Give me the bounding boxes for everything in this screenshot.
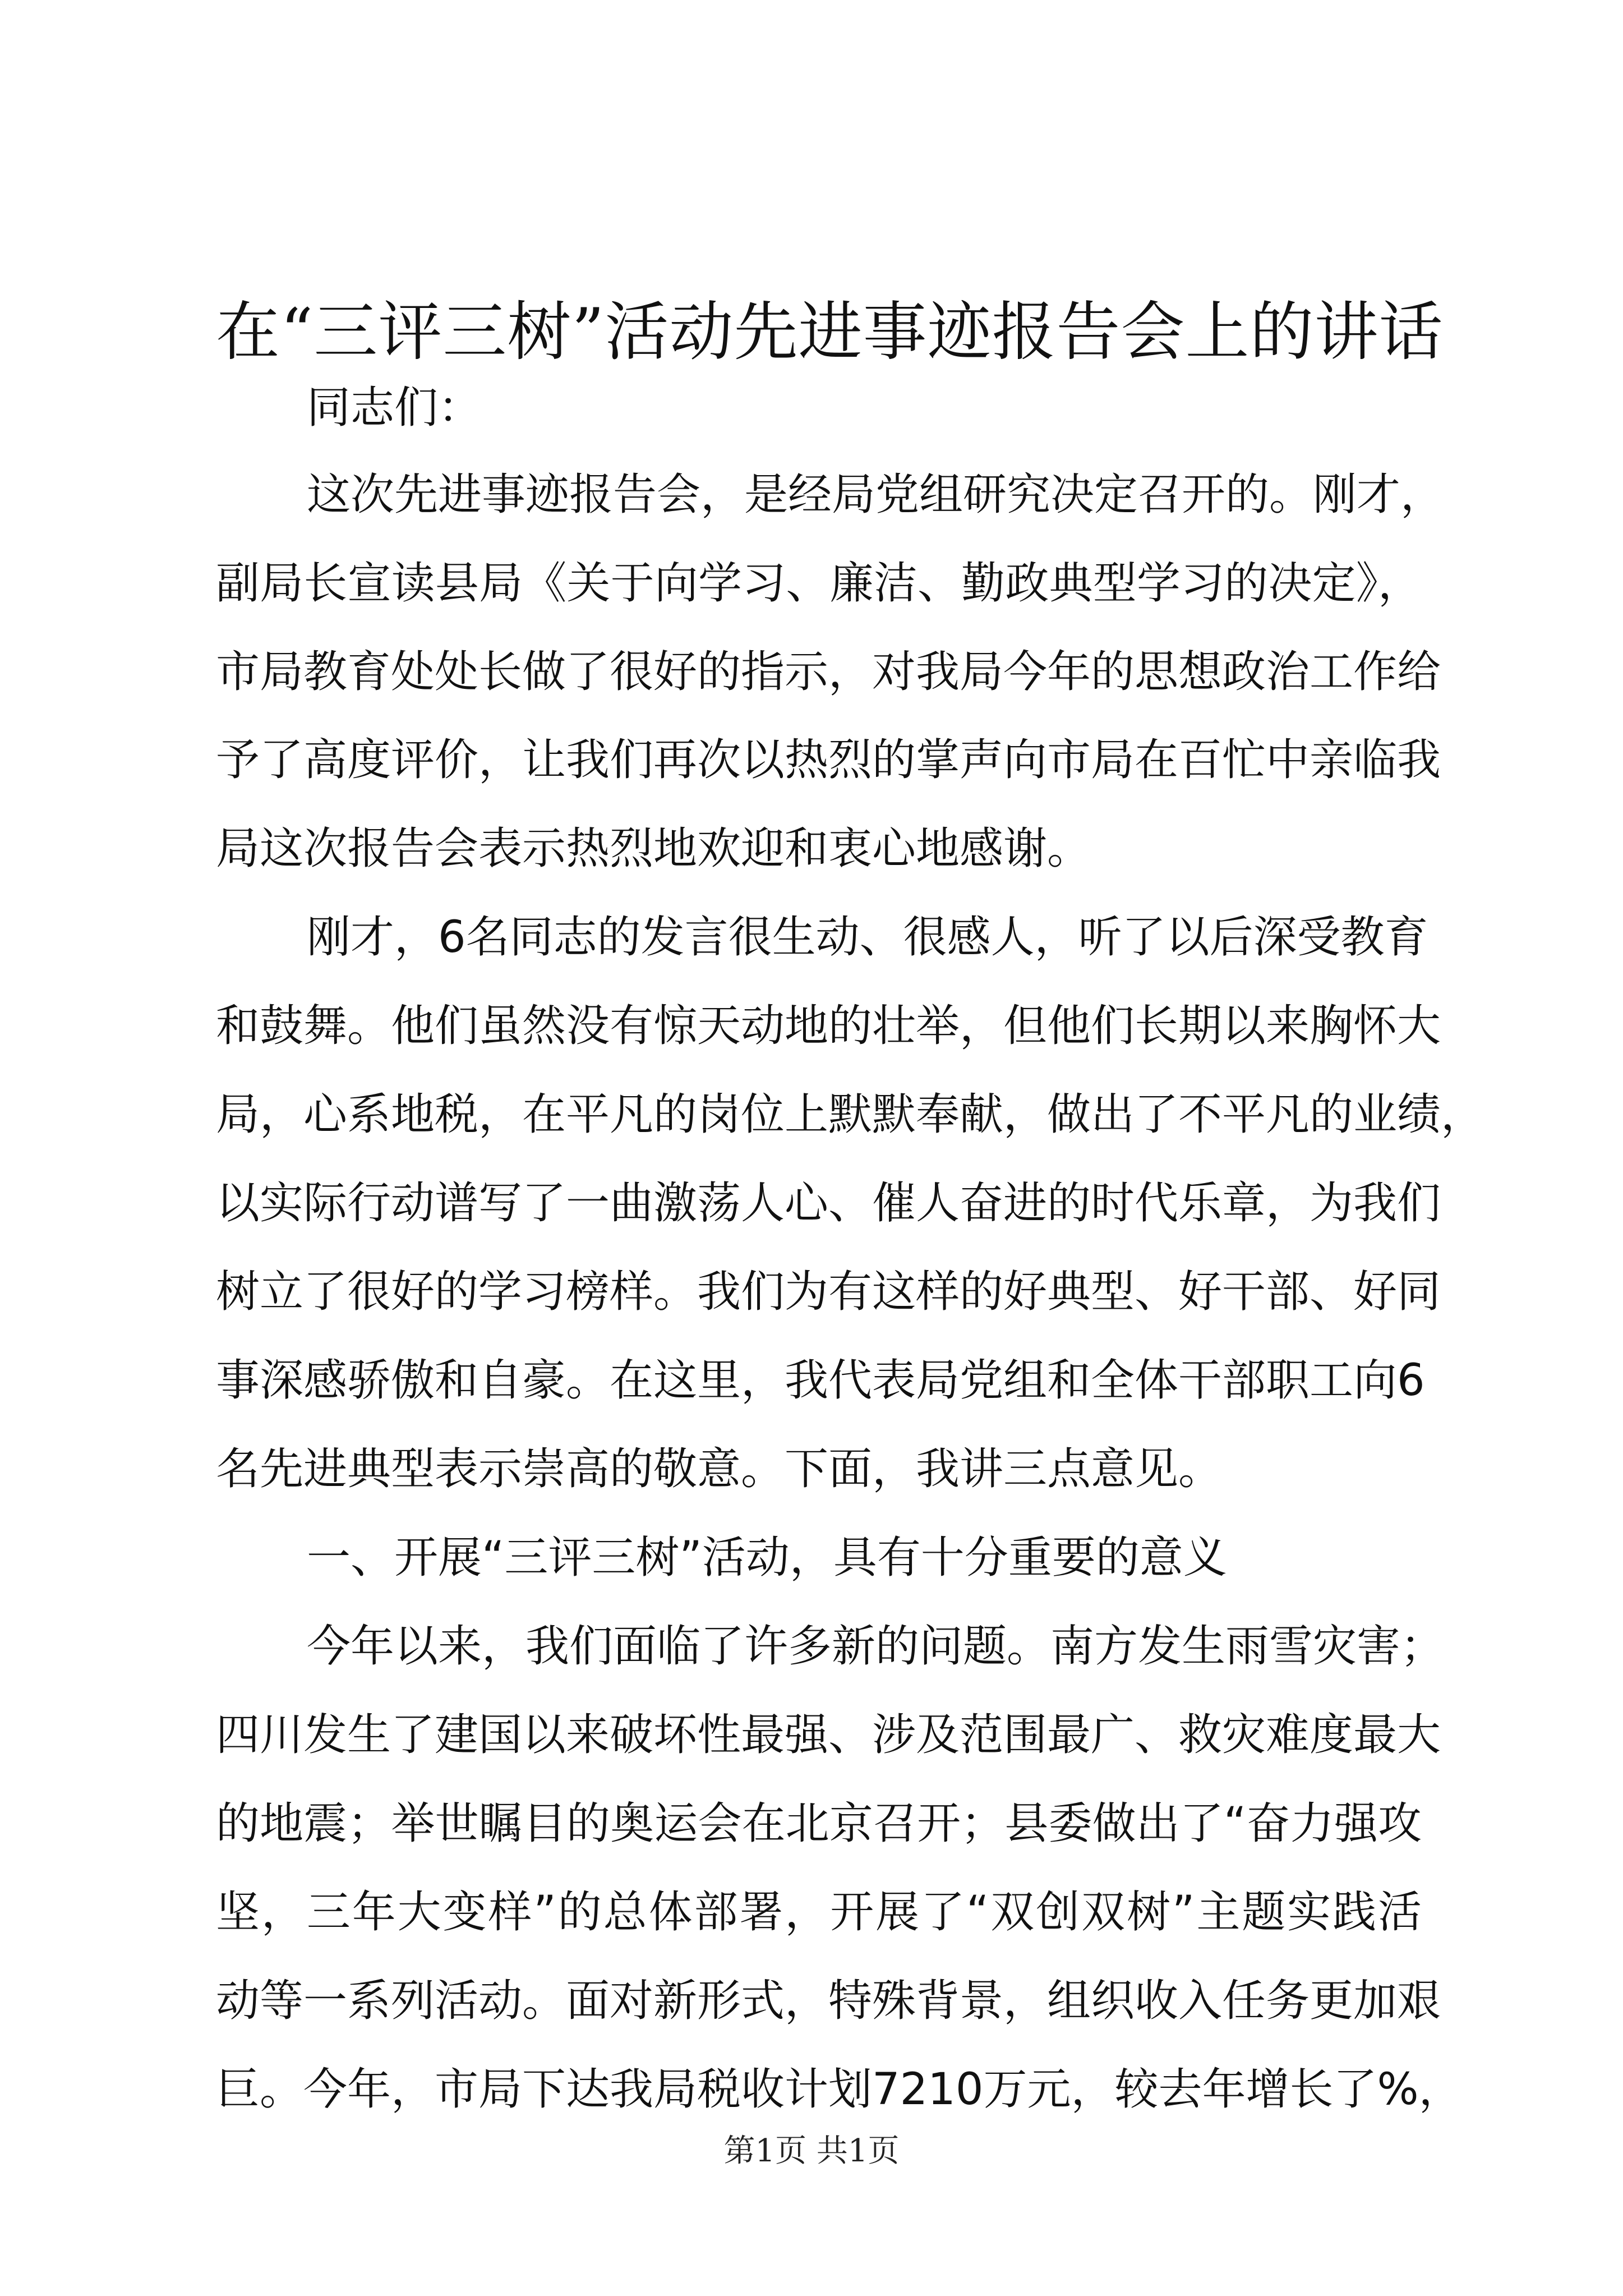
paragraph-line: 巨。今年，市局下达我局税收计划7210万元，较去年增长了%， <box>216 2064 1463 2115</box>
paragraph-line: 名先进典型表示崇高的敬意。下面，我讲三点意见。 <box>216 1444 1223 1494</box>
paragraph-line: 局，心系地税，在平凡的岗位上默默奉献，做出了不平凡的业绩， <box>216 1089 1485 1140</box>
paragraph-line: 动等一系列活动。面对新形式，特殊背景，组织收入任务更加艰 <box>216 1976 1441 2026</box>
paragraph-line: 的地震；举世瞩目的奥运会在北京召开；县委做出了“奋力强攻 <box>216 1798 1422 1849</box>
paragraph-line: 今年以来，我们面临了许多新的问题。南方发生雨雪灾害； <box>307 1621 1445 1672</box>
paragraph-line: 予了高度评价，让我们再次以热烈的掌声向市局在百忙中亲临我 <box>216 735 1441 785</box>
paragraph-line: 树立了很好的学习榜样。我们为有这样的好典型、好干部、好同 <box>216 1267 1441 1317</box>
paragraph-line: 局这次报告会表示热烈地欢迎和衷心地感谢。 <box>216 823 1091 874</box>
paragraph-line: 这次先进事迹报告会，是经局党组研究决定召开的。刚才， <box>307 470 1445 520</box>
paragraph-line: 和鼓舞。他们虽然没有惊天动地的壮举，但他们长期以来胸怀大 <box>216 1001 1441 1051</box>
paragraph-line: 坚，三年大变样”的总体部署，开展了“双创双树”主题实践活 <box>216 1887 1422 1938</box>
salutation: 同志们： <box>307 383 482 433</box>
paragraph-line: 事深感骄傲和自豪。在这里，我代表局党组和全体干部职工向6 <box>216 1355 1425 1406</box>
paragraph-line: 以实际行动谱写了一曲激荡人心、催人奋进的时代乐章，为我们 <box>216 1178 1441 1228</box>
paragraph-line: 刚才，6名同志的发言很生动、很感人，听了以后深受教育 <box>307 912 1428 963</box>
paragraph-line: 四川发生了建国以来破坏性最强、涉及范围最广、救灾难度最大 <box>216 1710 1441 1760</box>
paragraph-line: 市局教育处处长做了很好的指示，对我局今年的思想政治工作给 <box>216 647 1441 697</box>
page-footer: 第1页 共1页 <box>723 2133 900 2169</box>
document-title: 在“三评三树”活动先进事迹报告会上的讲话 <box>216 295 1444 369</box>
paragraph-line: 副局长宣读县局《关于向学习、廉洁、勤政典型学习的决定》， <box>216 558 1422 609</box>
section-heading: 一、开展“三评三树”活动，具有十分重要的意义 <box>307 1533 1227 1583</box>
